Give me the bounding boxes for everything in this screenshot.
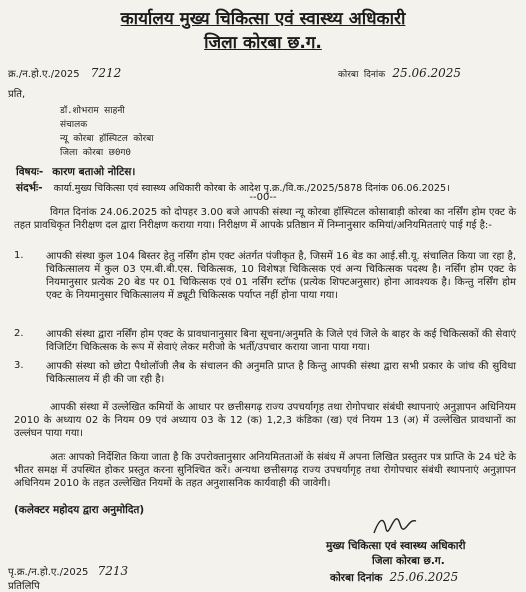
item-text: आपकी संस्था को छोटा पैथोलॉजी लैब के संचालन की अनुमति प्राप्त है किन्तु आपकी संस्था द्वारा सभी प्रकार के जांच की सुविधा चिकित्सालय में ही की जा रही है। [46, 361, 516, 385]
signature-date-prefix: कोरबा दिनांक [330, 572, 383, 584]
subject-label: विषयः- [16, 166, 44, 178]
addressee-name: डॉ.शोभराम साहनी [60, 106, 125, 116]
violation-paragraph: आपकी संस्था में उल्लेखित कमियों के आधार पर छत्तीसगढ़ राज्य उपचर्यागृह तथा रोगोपचार संबंधी स्थापनाएं अनुज्ञापन अधिनियम 2010 के अध्याय 02 के नियम 09 एवं अध्याय 03 के 12 (क) 1,2,3 कंडिका (ख) एवं नियम 13 (अ) में उल्लेखित प्रावधानों का उल्लंघन पाया गया। [14, 402, 516, 439]
subject-text: कारण बताओ नोटिस। [52, 166, 136, 178]
letter-number-hand: 7212 [90, 66, 122, 80]
endorsement-number-prefix: पृ.क्र./न.हो.ए./2025 [8, 567, 89, 578]
separator: --00-- [249, 192, 277, 203]
item-text: आपकी संस्था कुल 104 बिस्तर हेतु नर्सिंग होम एक्ट अंतर्गत पंजीकृत है, जिसमें 16 बेड का आई.सी.यू. संचालित किया जा रहा है, चिकित्सालय में कुल 03 एम.बी.बी.एस. चिकित्सक, 10 विशेषज्ञ चिकित्सक एवं अन्य चिकित्सक पदस्थ है। नर्सिंग होम एक्ट के नियमानुसार प्रत्येक 20 बेड पर 01 चिकित्सक एवं 01 नर्सिंग स्टॉफ (प्रत्येक शिफ्टअनुसार) होना आवश्यक है। किन्तु नर्सिंग होम एक्ट के नियमानुसार चिकित्सालय में ड्यूटी चिकित्सक पर्याप्त नहीं होना पाया गया। [46, 251, 516, 301]
office-title: कार्यालय मुख्य चिकित्सा एवं स्वास्थ्य अधिकारी [120, 9, 406, 29]
prati-label: प्रति, [8, 89, 26, 100]
letter-date-hand: 25.06.2025 [392, 66, 462, 80]
signatory-district: जिला कोरबा छ.ग. [372, 555, 445, 567]
item-text: आपकी संस्था द्वारा नर्सिंग होम एक्ट के प्रावधानानुसार बिना सूचना/अनुमति के जिले एवं जिले के बाहर के कई चिकित्सकों की सेवाएं विजिटिंग चिकित्सक के रूप में सेवाएं लेकर मरीजो के भर्ती/उपचार कराया जाना पाया गया। [46, 329, 516, 353]
reference-text: कार्या.मुख्य चिकित्सा एवं स्वास्थ्य अधिकारी कोरबा के आदेश पृ.क्र./वि.क./2025/5878 दिनांक 06.06.2025। [53, 183, 450, 194]
endorsement-number [8, 564, 128, 578]
item-number: 1. [14, 250, 24, 261]
signatory-title: मुख्य चिकित्सा एवं स्वास्थ्य अधिकारी [326, 540, 466, 552]
endorsement-number-hand: 7213 [97, 564, 129, 578]
addressee-title: संचालक [60, 120, 88, 130]
letter-date [338, 66, 461, 80]
reference-label: संदर्भः- [16, 182, 43, 194]
intro-paragraph: विगत दिनांक 24.06.2025 को दोपहर 3.00 बजे आपकी संस्था न्यू कोरबा हॉस्पिटल कोसाबाड़ी कोरबा का नर्सिंग होम एक्ट के तहत प्रावधिकृत निरीक्षण दल द्वारा निरीक्षण कराया गया। निरीक्षण में आपके प्रतिष्ठान में निम्नानुसार कमियां/अनियमितताएं पाई गई है:- [14, 207, 516, 231]
item-number: 3. [14, 360, 24, 371]
letter-number [8, 66, 121, 80]
signature-date-hand: 25.06.2025 [389, 570, 459, 584]
letter-date-prefix: कोरबा दिनांक [338, 70, 386, 80]
approval-note: (कलेक्टर महोदय द्वारा अनुमोदित) [14, 504, 145, 516]
direction-paragraph: अतः आपको निर्देशित किया जाता है कि उपरोक्तानुसार अनियमितताओं के संबंध में अपना लिखित प्रस्तुतर पत्र प्राप्ति के 24 घंटे के भीतर समक्ष में उपस्थित होकर प्रस्तुत करना सुनिश्चित करें। अन्यथा छत्तीसगढ़ राज्य उपचर्यागृह तथा रोगोपचार संबंधी स्थापनाएं अनुज्ञापन अधिनियम 2010 के तहत उल्लेखित नियमों के तहत अनुशासनिक कार्यवाही की जावेगी। [14, 452, 516, 489]
signature-scribble [370, 513, 420, 539]
copy-label: प्रतिलिपि [8, 581, 40, 592]
addressee-org: न्यू कोरबा हॉस्पिटल कोरबा [60, 134, 154, 144]
signature-date [330, 570, 458, 585]
letter-number-prefix: क्र./न.हो.ए./2025 [8, 69, 80, 80]
addressee-district: जिला कोरबा छ0ग0 [60, 148, 131, 158]
district-title: जिला कोरबा छ.ग. [204, 33, 322, 53]
item-number: 2. [14, 328, 24, 339]
